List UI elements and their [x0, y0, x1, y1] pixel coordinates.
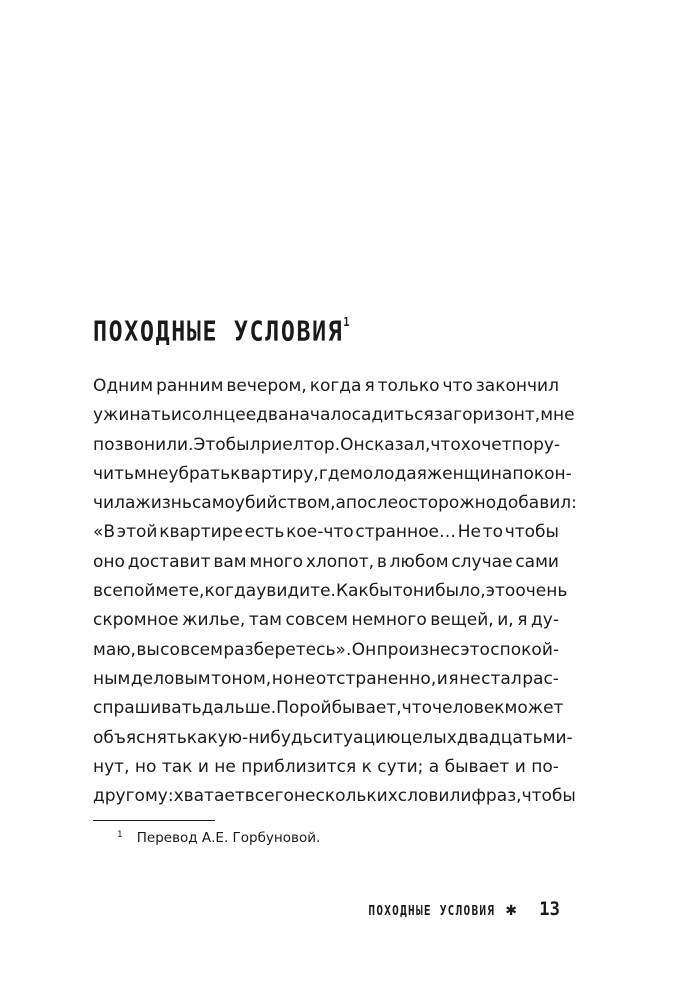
text-line	[93, 724, 573, 753]
word: деловым	[130, 668, 211, 689]
word: солнце	[181, 405, 246, 426]
word: там	[248, 610, 282, 631]
word: очень	[515, 581, 568, 602]
word: Одним	[93, 376, 154, 396]
word: садиться	[351, 405, 434, 426]
word: оно	[93, 551, 125, 572]
word: странное…	[355, 522, 456, 543]
text-line	[93, 489, 577, 518]
word: не	[459, 668, 481, 689]
word: добавил:	[496, 493, 577, 514]
word: хочет	[460, 434, 512, 455]
footnote	[117, 830, 320, 846]
word: самоубийством,	[191, 493, 336, 514]
word: когда	[309, 376, 362, 396]
text-line	[93, 401, 575, 430]
word: сказал,	[364, 434, 431, 455]
word: есть	[244, 522, 285, 543]
word: это	[460, 639, 490, 660]
running-title: ПОХОДНЫЕ УСЛОВИЯ	[368, 903, 496, 919]
word: едва	[245, 405, 289, 426]
word: ным	[93, 668, 131, 689]
word: я	[448, 668, 459, 689]
word: покон-	[512, 463, 572, 484]
word: «В	[93, 522, 116, 543]
word: человек	[432, 698, 505, 719]
word: целых	[400, 727, 457, 748]
word: ду-	[531, 610, 559, 631]
word: Порой	[276, 698, 332, 719]
word: не	[214, 756, 236, 777]
word: всего	[244, 786, 294, 807]
word: все	[93, 581, 123, 602]
word: скромное	[93, 610, 179, 631]
word: спрашивать	[93, 698, 202, 719]
text-line	[93, 636, 559, 665]
word: квартиру,	[230, 463, 319, 484]
word: вещей,	[430, 610, 494, 631]
word: вам	[213, 551, 247, 572]
text-line	[93, 665, 559, 694]
word: отстраненно,	[315, 668, 437, 689]
word: бывает,	[331, 698, 402, 719]
word: то	[392, 581, 413, 602]
word: пору-	[511, 434, 561, 455]
word: так	[161, 756, 193, 777]
word: увидите.	[256, 581, 336, 602]
word: и,	[497, 610, 514, 631]
word: чить	[93, 463, 135, 484]
word: закончил	[475, 376, 559, 396]
word: ужинать	[93, 405, 171, 426]
word: фраз,	[471, 786, 522, 807]
word: ситуацию	[312, 727, 401, 748]
word: доставит	[127, 551, 211, 572]
word: хлопот,	[305, 551, 375, 572]
word: вечером,	[226, 376, 307, 396]
word: дальше.	[201, 698, 277, 719]
chapter-title-text: ПОХОДНЫЕ УСЛОВИЯ	[93, 314, 344, 348]
word: после	[345, 493, 399, 514]
word: со	[160, 639, 180, 660]
word: позвонили.	[93, 434, 194, 455]
word: случае	[451, 551, 513, 572]
word: любом	[389, 551, 449, 572]
word: тоном,	[211, 668, 272, 689]
word: начало	[288, 405, 352, 426]
word: чтобы	[521, 786, 576, 807]
word: за	[433, 405, 454, 426]
word: маю,	[93, 639, 136, 660]
word: когда	[204, 581, 257, 602]
word: что	[442, 376, 473, 396]
word: я	[364, 376, 375, 396]
footnote-divider	[93, 820, 215, 821]
word: или	[438, 786, 472, 807]
separator-asterisk-icon: ✱	[505, 903, 517, 919]
word: ми-	[542, 727, 573, 748]
word: какую-нибудь	[186, 727, 313, 748]
word: вы	[136, 639, 160, 660]
word: жилье,	[182, 610, 246, 631]
text-line	[93, 460, 572, 489]
running-footer	[346, 901, 531, 921]
word: то	[482, 522, 503, 543]
word: стал	[481, 668, 522, 689]
word: риелтор.	[260, 434, 341, 455]
word: где	[318, 463, 350, 484]
text-line	[93, 782, 576, 811]
word: произнес	[376, 639, 460, 660]
word: спокой-	[490, 639, 559, 660]
word: был	[225, 434, 261, 455]
word: но	[271, 668, 294, 689]
word: это	[485, 581, 516, 602]
word: чила	[93, 493, 136, 514]
text-line	[93, 372, 559, 401]
word: кое-что	[286, 522, 354, 543]
word: нут,	[93, 756, 130, 777]
word: горизонт,	[453, 405, 541, 426]
word: хватает	[173, 786, 245, 807]
word: и	[514, 756, 526, 777]
word: только	[377, 376, 440, 396]
word: сами	[515, 551, 559, 572]
word: и	[436, 668, 448, 689]
word: по-	[531, 756, 559, 777]
footnote-reference[interactable]: 1	[343, 315, 350, 329]
footnote-number: 1	[117, 830, 123, 840]
word: другому:	[93, 786, 174, 807]
word: бывает	[444, 756, 510, 777]
word: молодая	[349, 463, 427, 484]
body-text	[93, 372, 577, 811]
word: ранним	[156, 376, 224, 396]
word: а	[335, 493, 346, 514]
word: не	[293, 668, 316, 689]
text-line	[93, 606, 559, 635]
word: что	[430, 434, 461, 455]
word: что	[401, 698, 433, 719]
word: этой	[116, 522, 158, 543]
text-line	[93, 518, 559, 547]
word: слов	[397, 786, 439, 807]
word: жизнь	[135, 493, 192, 514]
word: в	[376, 551, 387, 572]
word: приблизится	[241, 756, 357, 777]
word: к	[361, 756, 372, 777]
word: совсем	[285, 610, 348, 631]
word: Не	[457, 522, 481, 543]
word: было,	[435, 581, 486, 602]
word: может	[504, 698, 564, 719]
word: но	[134, 756, 157, 777]
word: Как	[335, 581, 369, 602]
word: поймете,	[122, 581, 205, 602]
text-line	[93, 577, 568, 606]
word: рас-	[522, 668, 559, 689]
word: а	[428, 756, 440, 777]
word: чтобы	[504, 522, 559, 543]
word: сути;	[377, 756, 424, 777]
footnote-text: Перевод А.Е. Горбуновой.	[136, 830, 321, 846]
word: Он	[340, 434, 365, 455]
word: мне	[540, 405, 575, 426]
word: бы	[368, 581, 393, 602]
word: Он	[351, 639, 377, 660]
word: я	[517, 610, 528, 631]
word: убрать	[168, 463, 231, 484]
word: ни	[412, 581, 436, 602]
word: мне	[134, 463, 169, 484]
word: и	[170, 405, 182, 426]
word: объяснять	[93, 727, 187, 748]
word: нескольких	[293, 786, 398, 807]
word: осторожно	[398, 493, 497, 514]
text-line	[93, 694, 564, 723]
word: женщина	[426, 463, 513, 484]
text-line	[93, 548, 559, 577]
word: Это	[193, 434, 226, 455]
text-line	[93, 753, 559, 782]
word: двадцать	[456, 727, 543, 748]
chapter-title	[93, 308, 349, 349]
word: всем	[180, 639, 223, 660]
word: и	[197, 756, 209, 777]
text-line	[93, 431, 559, 460]
word: квартире	[159, 522, 243, 543]
page-number: 13	[539, 898, 560, 920]
word: много	[249, 551, 304, 572]
word: разберетесь».	[223, 639, 352, 660]
word: немного	[351, 610, 427, 631]
